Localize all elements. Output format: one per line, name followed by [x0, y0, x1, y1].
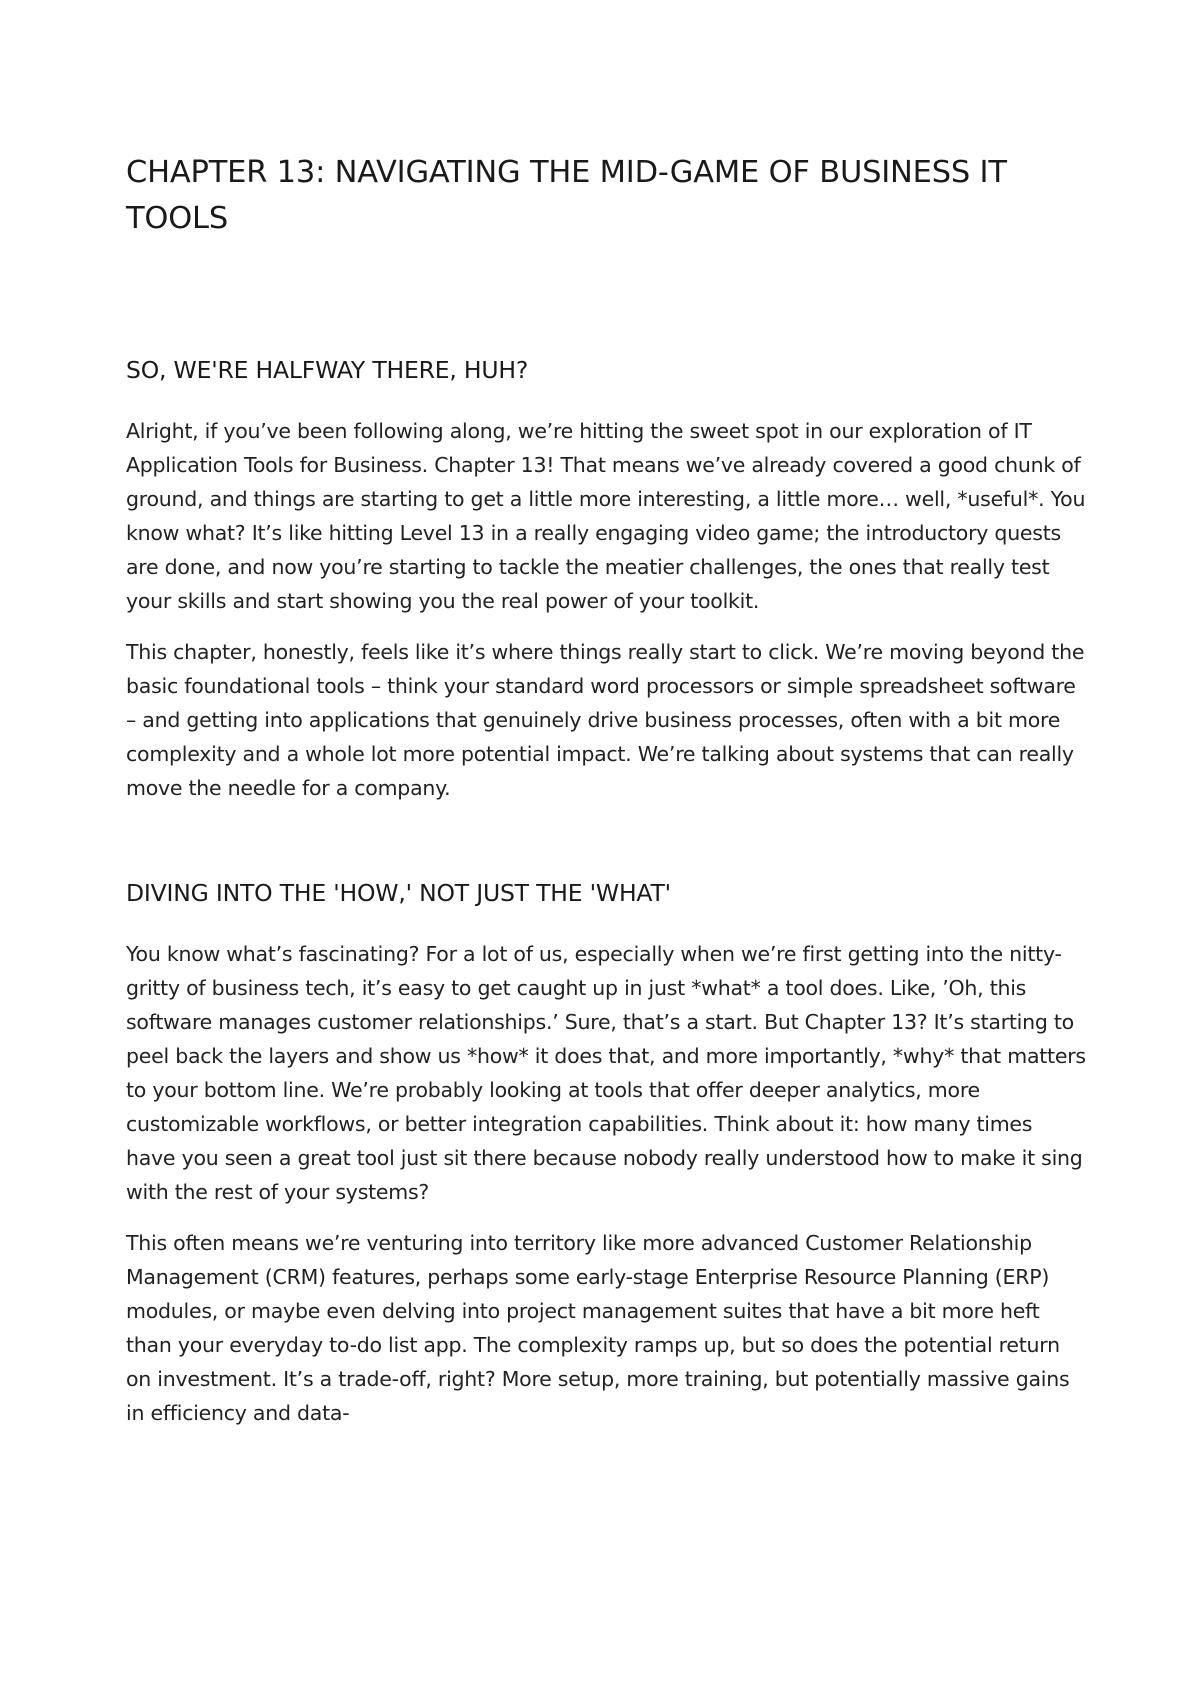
page-content [126, 150, 1086, 1447]
chapter-title: CHAPTER 13: NAVIGATING THE MID-GAME OF BUSINESS IT TOOLS [126, 155, 1007, 236]
paragraph: This often means we’re venturing into territory like more advanced Customer Relationship Management (CRM) features, perhaps some early-stage Enterprise Resource Planning (ERP) modules, or maybe even delving into project management suites that have a bit more heft than your everyday to-do list app. The complexity ramps up, but so does the potential return on investment. It’s a trade-off, right? More setup, more training, but potentially massive gains in efficiency and data- [126, 1231, 1070, 1425]
paragraph: This chapter, honestly, feels like it’s where things really start to click. We’re moving beyond the basic foundational tools – think your standard word processors or simple spreadsheet software – and getting into applications that genuinely drive business processes, often with a bit more complexity and a whole lot more potential impact. We’re talking about systems that can really move the needle for a company. [126, 640, 1085, 800]
section-halfway [126, 354, 1086, 805]
section-how-not-what [126, 877, 1086, 1430]
paragraph: You know what’s fascinating? For a lot of us, especially when we’re first getting into the nitty-gritty of business tech, it’s easy to get caught up in just *what* a tool does. Like, ’Oh, this software manages customer relationships.’ Sure, that’s a start. But Chapter 13? It’s starting to peel back the layers and show us *how* it does that, and more importantly, *why* that matters to your bottom line. We’re probably looking at tools that offer deeper analytics, more customizable workflows, or better integration capabilities. Think about it: how many times have you seen a great tool just sit there because nobody really understood how to make it sing with the rest of your systems? [126, 942, 1086, 1204]
paragraph: Alright, if you’ve been following along, we’re hitting the sweet spot in our exploration of IT Application Tools for Business. Chapter 13! That means we’ve already covered a good chunk of ground, and things are starting to get a little more interesting, a little more… well, *useful*. You know what? It’s like hitting Level 13 in a really engaging video game; the introductory quests are done, and now you’re starting to tackle the meatier challenges, the ones that really test your skills and start showing you the real power of your toolkit. [126, 419, 1086, 613]
section-heading: SO, WE'RE HALFWAY THERE, HUH? [126, 356, 529, 384]
section-heading: DIVING INTO THE 'HOW,' NOT JUST THE 'WHAT' [126, 879, 671, 907]
